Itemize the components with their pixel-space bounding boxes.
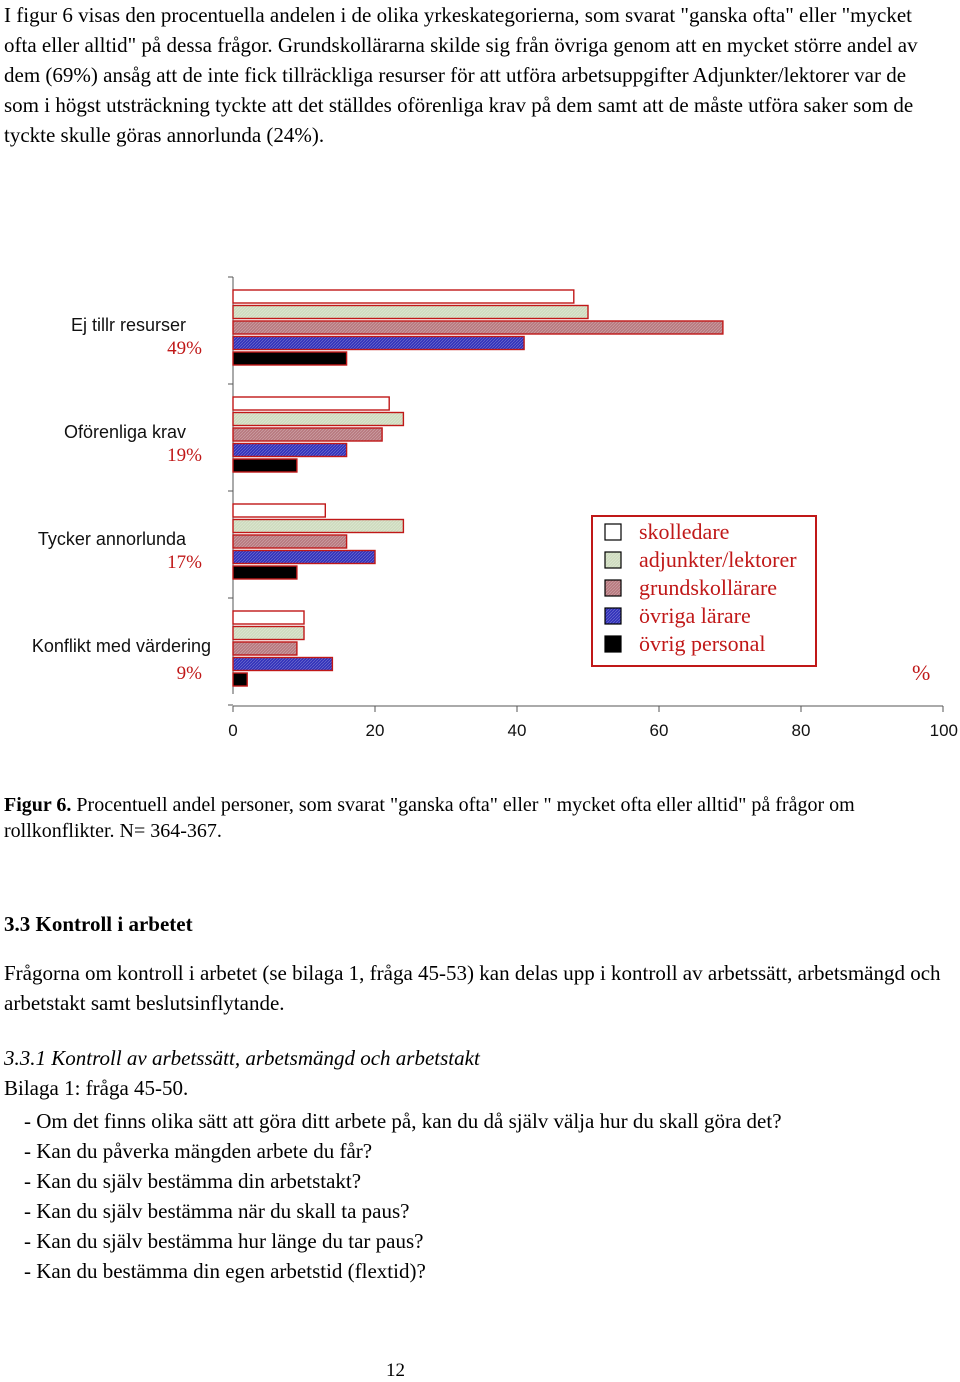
bar	[233, 551, 375, 564]
intro-paragraph: I figur 6 visas den procentuella andelen i de olika yrkeskategorierna, som svarat "ganska ofta" eller "mycket ofta eller alltid" på dessa frågor. Grundskollärarna skilde sig från övriga genom att en mycket större andel av dem (69%) ansåg att de inte fick tillräckliga resurser för att utföra arbetsuppgifter Adjunkter/lektorer var de som i högst utsträckning tyckte att det ställdes oförenliga krav på dem samt att de måste utföra saker som de tyckte skulle göras annorlunda (24%).	[4, 3, 918, 147]
bar	[233, 520, 403, 533]
legend	[592, 516, 816, 666]
x-tick-label: 100	[929, 721, 958, 740]
bar	[233, 337, 524, 350]
x-tick-label: 60	[649, 721, 669, 740]
page-number: 12	[386, 1360, 405, 1381]
category-label: Oförenliga krav	[63, 422, 186, 442]
section-paragraph: Frågorna om kontroll i arbetet (se bilaga 1, fråga 45-53) kan delas upp i kontroll av arbetssätt, arbetsmängd och arbetstakt samt beslutsinflytande.	[4, 961, 941, 1015]
bar	[233, 566, 297, 579]
legend-swatch	[605, 524, 621, 540]
x-axis-ticks	[228, 706, 958, 740]
legend-swatch	[605, 552, 621, 568]
bar	[233, 428, 382, 441]
legend-label: adjunkter/lektorer	[639, 547, 797, 572]
bar	[233, 321, 723, 334]
legend-label: grundskollärare	[639, 575, 778, 600]
category-percent: 9%	[176, 663, 202, 684]
legend-swatch	[605, 636, 621, 652]
legend-label: övriga lärare	[639, 603, 751, 628]
category-label: Ej tillr resurser	[70, 315, 186, 335]
bar	[233, 642, 297, 655]
category-percent: 17%	[167, 552, 202, 573]
legend-label: skolledare	[639, 519, 730, 544]
legend-swatch	[605, 608, 621, 624]
question-item: - Om det finns olika sätt att göra ditt arbete på, kan du då själv välja hur du skall göra det?	[24, 1109, 782, 1133]
bar	[233, 673, 247, 686]
caption-text: Procentuell andel personer, som svarat "ganska ofta" eller " mycket ofta eller alltid" på frågor om rollkonflikter. N= 364-367.	[4, 794, 855, 842]
y-axis-ticks	[228, 277, 233, 705]
bar	[233, 413, 403, 426]
bar	[233, 627, 304, 640]
x-tick-label: 20	[365, 721, 385, 740]
section-heading: 3.3 Kontroll i arbetet	[4, 912, 193, 936]
category-percent: 49%	[167, 338, 202, 359]
x-axis-unit-label: %	[912, 660, 931, 685]
bar	[233, 535, 347, 548]
bar	[233, 290, 574, 303]
bar	[233, 306, 588, 319]
category-labels	[32, 315, 211, 684]
category-label: Konflikt med värdering	[31, 636, 211, 656]
legend-label: övrig personal	[639, 631, 766, 656]
x-tick-label: 80	[791, 721, 811, 740]
question-item: - Kan du bestämma din egen arbetstid (flextid)?	[24, 1259, 426, 1283]
bar	[233, 444, 347, 457]
question-item: - Kan du själv bestämma hur länge du tar paus?	[24, 1229, 424, 1253]
caption-label: Figur 6.	[4, 794, 72, 816]
legend-swatch	[605, 580, 621, 596]
bar	[233, 611, 304, 624]
bar	[233, 352, 347, 365]
category-percent: 19%	[167, 445, 202, 466]
question-item: - Kan du själv bestämma när du skall ta paus?	[24, 1199, 410, 1223]
figure-caption	[4, 792, 944, 844]
question-list	[24, 1106, 782, 1286]
x-tick-label: 40	[507, 721, 527, 740]
question-item: - Kan du påverka mängden arbete du får?	[24, 1139, 373, 1163]
x-tick-label: 0	[228, 721, 238, 740]
bar	[233, 658, 332, 671]
category-label: Tycker annorlunda	[37, 529, 186, 549]
subsection-heading: 3.3.1 Kontroll av arbetssätt, arbetsmängd och arbetstakt	[4, 1046, 480, 1070]
bar-chart	[0, 270, 960, 750]
bar	[233, 504, 325, 517]
bar	[233, 459, 297, 472]
bar	[233, 397, 389, 410]
bilaga-reference: Bilaga 1: fråga 45-50.	[4, 1076, 189, 1100]
question-item: - Kan du själv bestämma din arbetstakt?	[24, 1169, 362, 1193]
